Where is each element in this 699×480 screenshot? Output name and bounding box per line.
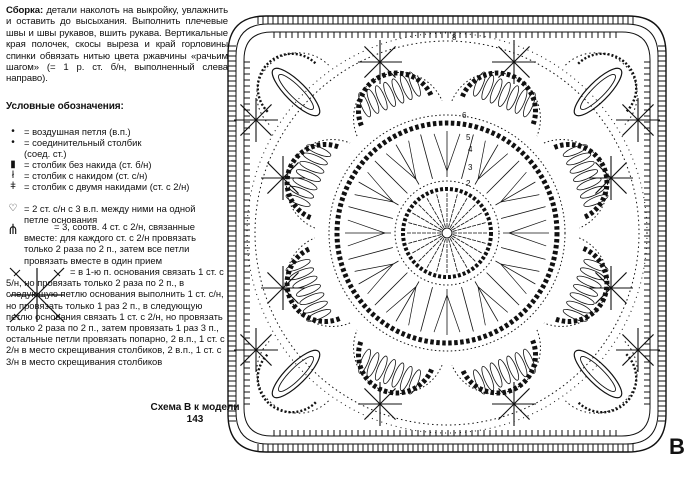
star-spoke <box>638 334 654 350</box>
fan-stitch <box>501 247 545 259</box>
leaf-inner <box>577 71 619 113</box>
round-numbers <box>452 33 473 188</box>
chain-arc <box>565 35 654 124</box>
star-spoke <box>638 350 654 366</box>
leaf-inner <box>577 353 619 395</box>
star-spoke <box>267 178 283 194</box>
fan-stitch <box>348 247 392 259</box>
fan-stitch <box>487 161 520 194</box>
corner-motif <box>238 322 348 432</box>
fan-stitch <box>421 134 433 178</box>
fan-stitch <box>375 161 408 194</box>
chain-arc <box>239 35 328 124</box>
leaf-inner <box>275 71 317 113</box>
assembly-text: детали наколоть на выкройку, увлажнить и оставить до высыхания. Выполнить плечевые швы и швы рукавов, вшить рукава. Вертикальные края полочек, скосы выреза и край горловины спинки обвязать нитью цвета ржавчины «рачьим шагом» (= 1 р. ст. б/н, выполненный слева направо). <box>6 5 228 85</box>
legend-title: Условные обозначения: <box>6 101 124 112</box>
star-spoke <box>611 162 627 178</box>
corner-motif <box>238 34 348 144</box>
fan-stitch <box>355 264 394 294</box>
chain-arc <box>239 341 328 430</box>
assembly-title: Сборка: <box>6 5 44 16</box>
legend-text: = 2 ст. с/н с 3 в.п. между ними на одной петле основания <box>24 203 196 226</box>
petal-chain <box>452 58 555 136</box>
fan-stitch <box>501 172 540 202</box>
spoke-stitch <box>452 236 481 253</box>
spoke-stitch <box>412 213 441 230</box>
spoke-stitch <box>452 213 481 230</box>
legend-text: = в 1-ю п. основания связать 1 ст. с 5/н, но провязать только 2 раза по 2 п., в следующую петлю основания выполнить 1 ст. с/н, но провязать только 1 раз 2 п., в следующую петлю основания связать 1 ст. с 2/н, но провязать только 2 раза по 2 п., затем провязать 1 раз 3 п., остальные петли провязать попарно, 2 в.п., 1 ст. с 2/н в место скрещивания столбиков, 2 в.п., 1 ст. с 3/н в место скрещивания столбиков <box>6 266 225 367</box>
fan-stitch <box>487 273 520 306</box>
fan-stitch <box>355 172 394 202</box>
picot-arc <box>578 40 650 112</box>
leaf-loop <box>266 344 325 403</box>
star-spoke <box>622 334 638 350</box>
legend-text: = столбик с двумя накидами (ст. с 2/н) <box>24 181 190 192</box>
petal <box>452 58 555 136</box>
fan-stitch <box>478 287 508 326</box>
central-medallion <box>247 33 647 433</box>
center-ring <box>442 228 452 238</box>
star-spoke <box>514 46 530 62</box>
star-spoke <box>240 334 256 350</box>
legend-text: = столбик без накида (ст. б/н) <box>24 159 152 170</box>
corner-motif <box>546 322 656 432</box>
picot-arc <box>578 354 650 426</box>
petal <box>339 58 442 136</box>
fan-stitch <box>461 287 473 331</box>
ring-outer-chain <box>247 33 647 433</box>
schema-label: Схема В к модели 143 <box>150 402 240 425</box>
treble-crochet-symbol: ǂ <box>10 181 16 192</box>
legend-text: = столбик с накидом (ст. с/н) <box>24 170 148 181</box>
round-number: 5 <box>466 133 471 142</box>
leaf-inner <box>275 353 317 395</box>
corner-motifs <box>238 34 656 432</box>
star-spoke <box>267 288 283 304</box>
star-spoke <box>498 404 514 420</box>
star-spoke <box>380 46 396 62</box>
star-spoke <box>595 272 611 288</box>
star-spoke <box>638 104 654 120</box>
round-number: 8 <box>452 33 457 42</box>
fan-stitch <box>501 264 540 294</box>
picot-arc <box>244 354 316 426</box>
fan-stitch <box>386 141 416 180</box>
corner-motif <box>546 34 656 144</box>
star-spoke <box>611 178 627 194</box>
spoke-stitch <box>412 236 441 253</box>
fan-stitch <box>348 207 392 219</box>
round-number: 2 <box>466 179 471 188</box>
fan-stitch <box>386 287 416 326</box>
legend-text: = соединительный столбик (соед. ст.) <box>24 137 142 160</box>
spoke-stitch <box>451 237 475 261</box>
spoke-stitch <box>451 205 475 229</box>
slip-stitch-symbol: • <box>11 137 15 148</box>
leaf-loop <box>568 62 627 121</box>
star-spoke <box>364 404 380 420</box>
ring-outer-chain <box>255 41 639 425</box>
star-spoke <box>267 162 283 178</box>
star-spoke <box>240 350 256 366</box>
fan-stitch <box>501 207 545 219</box>
round-number: 4 <box>468 145 473 154</box>
fan-stitch <box>421 287 433 331</box>
chain-stitch-symbol: • <box>11 126 15 137</box>
single-crochet-symbol: ▮ <box>10 159 16 170</box>
star-spoke <box>267 272 283 288</box>
legend-text: = 3, соотв. 4 ст. с 2/н, связанные вместе: для каждого ст. с 2/н провязать только 2 раза по 2 п., затем все петли провязать вместе в один прием <box>24 221 196 266</box>
cluster-symbol: ⋔ <box>7 221 19 237</box>
spoke-stitch <box>419 205 443 229</box>
chain-arc <box>565 341 654 430</box>
star-spoke <box>611 272 627 288</box>
round-number: 3 <box>468 163 473 172</box>
star-spoke <box>283 178 299 194</box>
ring-inner-sc <box>403 189 491 277</box>
star-spoke <box>622 120 638 136</box>
star-spoke <box>611 288 627 304</box>
petal-chain <box>339 58 442 136</box>
fan-stitch <box>478 141 508 180</box>
v-stitch-symbol: ♡ <box>8 203 18 214</box>
chart-letter: В <box>669 434 685 459</box>
picot-arc <box>244 40 316 112</box>
star-spoke <box>240 104 256 120</box>
fan-stitch <box>375 273 408 306</box>
legend-text: = воздушная петля (в.п.) <box>24 126 131 137</box>
spoke-stitch <box>419 237 443 261</box>
star-spoke <box>256 334 272 350</box>
double-crochet-symbol: ł <box>11 170 15 181</box>
star-spoke <box>256 120 272 136</box>
round-number: 6 <box>462 111 467 120</box>
star-spoke <box>256 104 272 120</box>
